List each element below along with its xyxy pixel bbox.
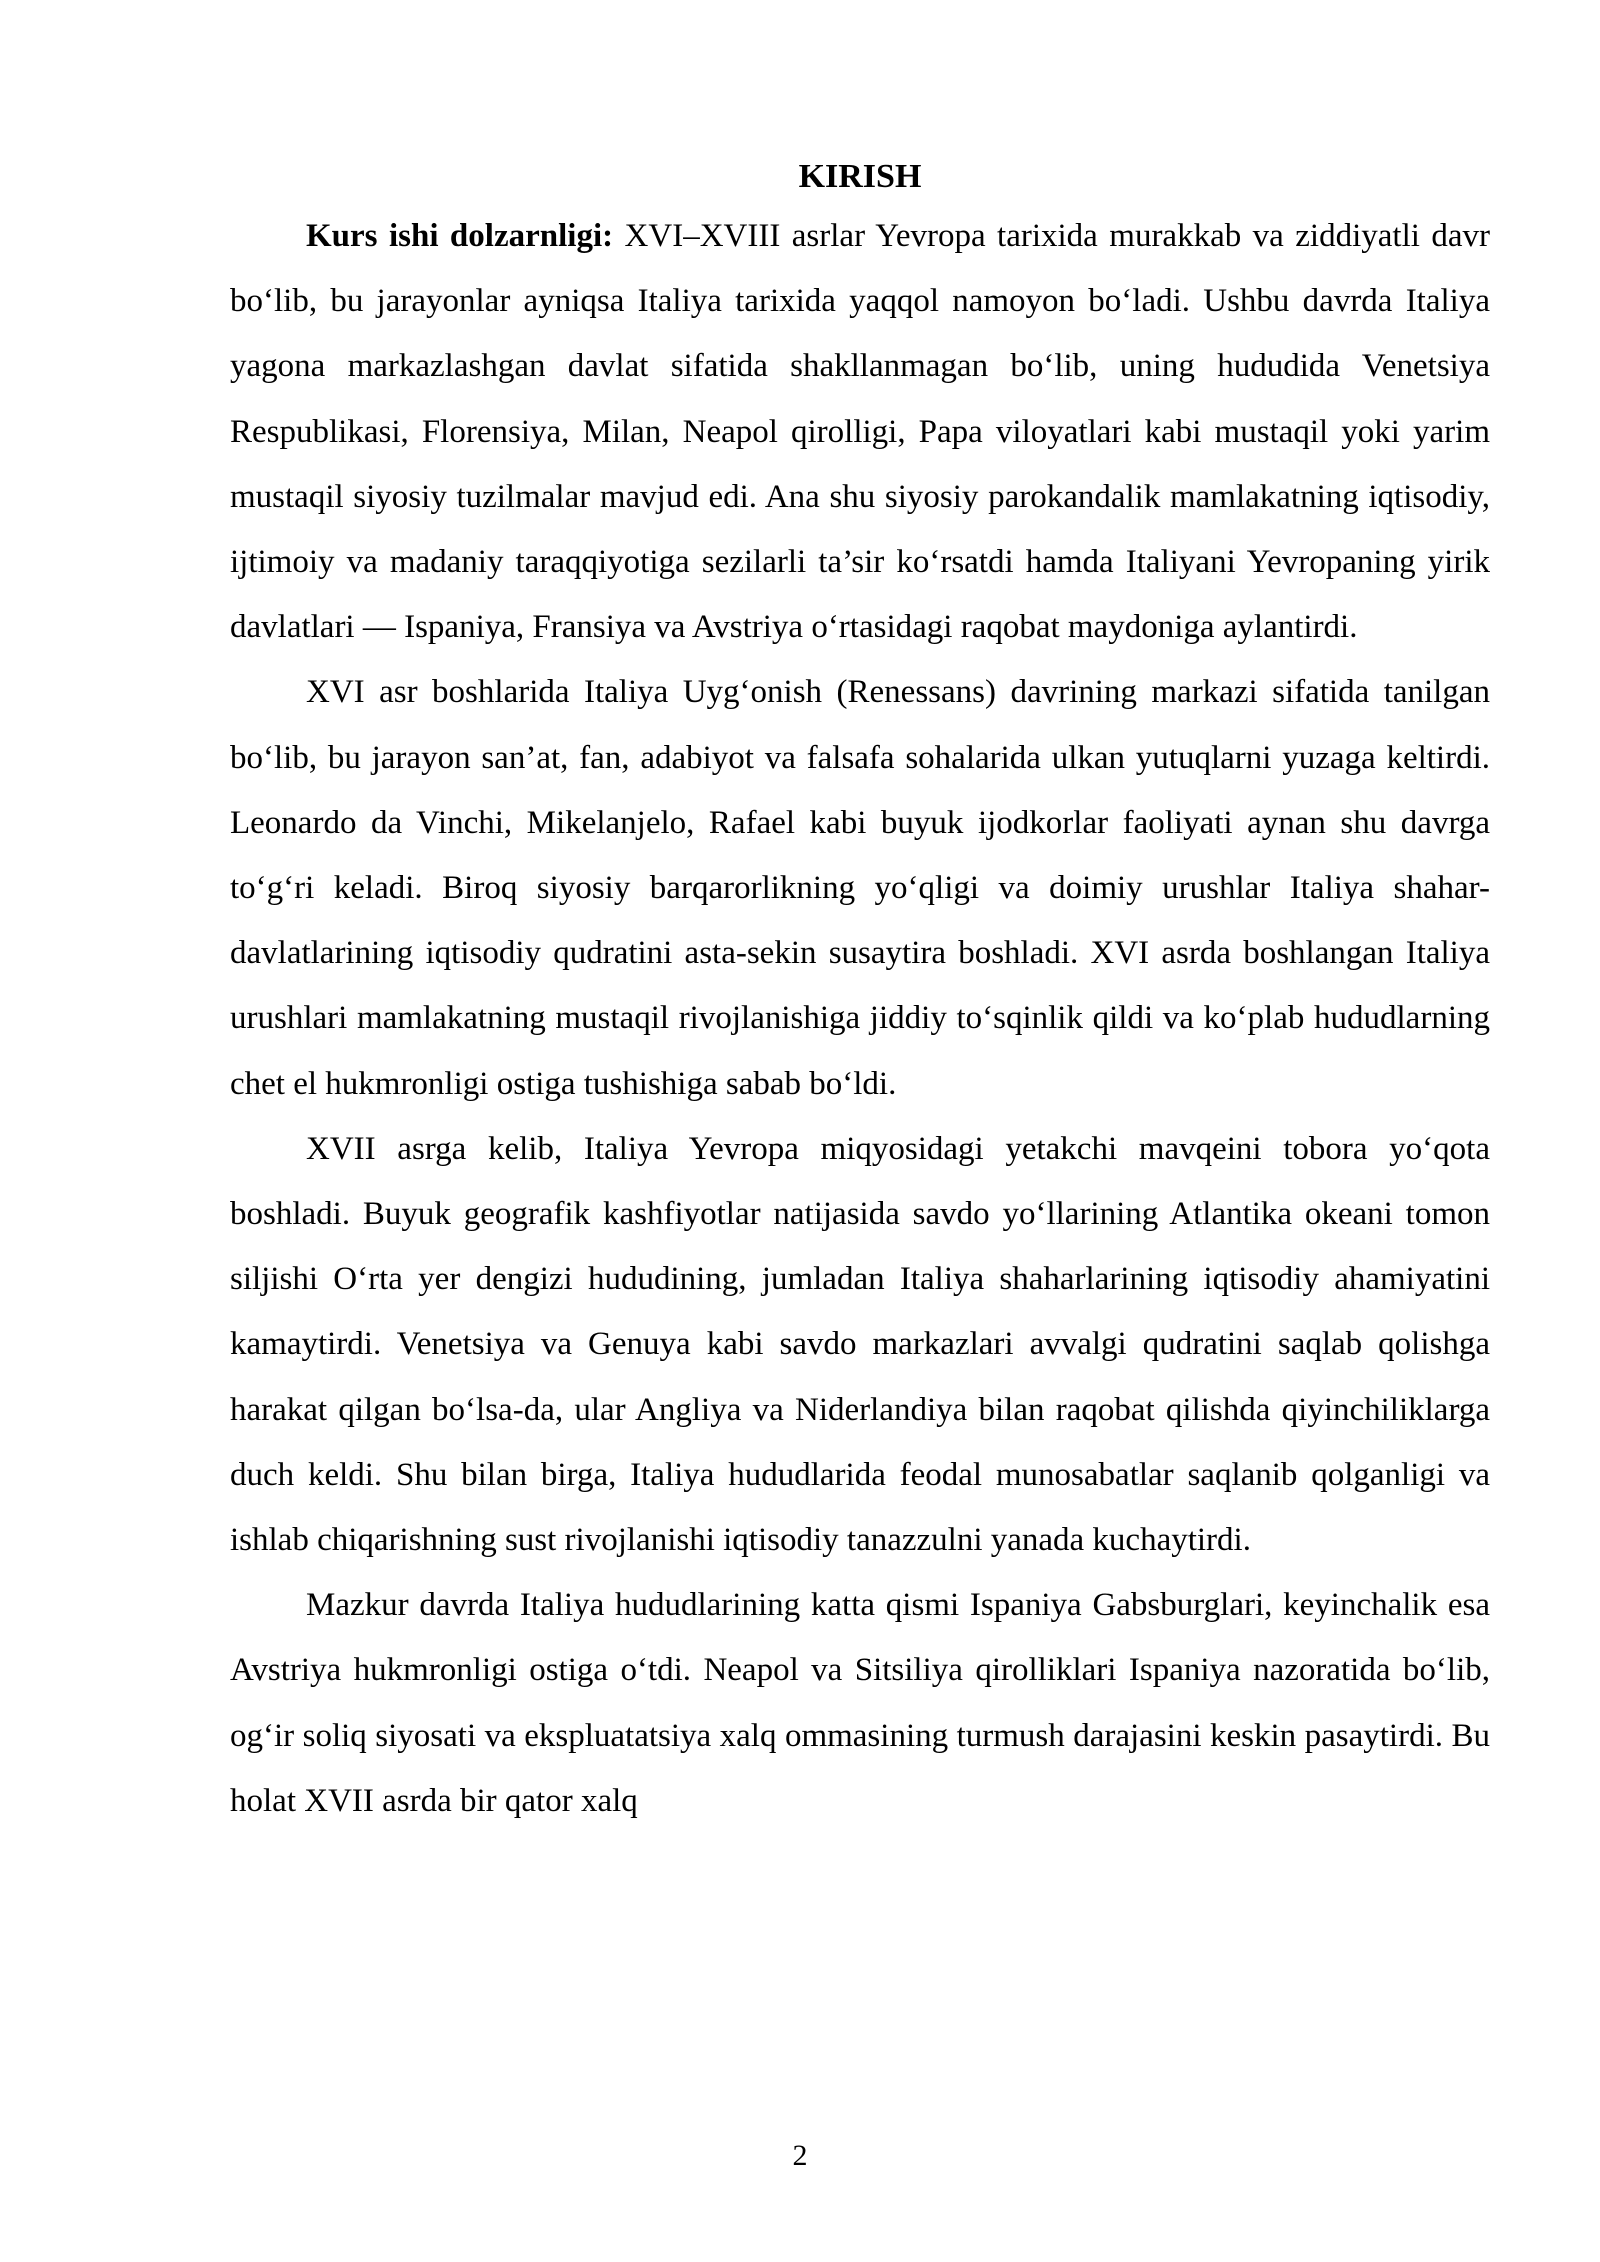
paragraph-foreign-rule: Mazkur davrda Italiya hududlarining katta qismi Ispaniya Gabsburglari, keyinchalik esa Avstriya hukmronligi ostiga o‘tdi. Neapol va Sitsiliya qirolliklari Ispaniya nazoratida bo‘lib, og‘ir soliq siyosati va ekspluatatsiya xalq ommasining turmush darajasini keskin pasaytirdi. Bu holat XVII asrda bir qator xalq [230,1587,1490,1819]
paragraph-lead-label: Kurs ishi dolzarnligi: [306,218,614,254]
page-number: 2 [792,2139,808,2172]
paragraph-decline: XVII asrga kelib, Italiya Yevropa miqyosidagi yetakchi mavqeini tobora yo‘qota boshladi. Buyuk geografik kashfiyotlar natijasida savdo yo‘llarining Atlantika okeani tomon siljishi O‘rta yer dengizi hududining, jumladan Italiya shaharlarining iqtisodiy ahamiyatini kamaytirdi. Venetsiya va Genuya kabi savdo markazlari avvalgi qudratini saqlab qolishga harakat qilgan bo‘lsa-da, ular Angliya va Niderlandiya bilan raqobat qilishda qiyinchiliklarga duch keldi. Shu bilan birga, Italiya hududlarida feodal munosabatlar saqlanib qolganligi va ishlab chiqarishning sust rivojlanishi iqtisodiy tanazzulni yanada kuchaytirdi. [230,1130,1490,1559]
paragraph-text: XVI–XVIII asrlar Yevropa tarixida murakkab va ziddiyatli davr bo‘lib, bu jarayonlar ayniqsa Italiya tarixida yaqqol namoyon bo‘ladi. Ushbu davrda Italiya yagona markazlashgan davlat sifatida shakllanmagan bo‘lib, uning hududida Venetsiya Respublikasi, Florensiya, Milan, Neapol qirolligi, Papa viloyatlari kabi mustaqil yoki yarim mustaqil siyosiy tuzilmalar mavjud edi. Ana shu siyosiy parokandalik mamlakatning iqtisodiy, ijtimoiy va madaniy taraqqiyotiga sezilarli ta’sir ko‘rsatdi hamda Italiyani Yevropaning yirik davlatlari — Ispaniya, Fransiya va Avstriya o‘rtasidagi raqobat maydoniga aylantirdi. [230,218,1490,646]
paragraph-relevance [230,204,1490,660]
page-content [230,150,1490,1834]
page-heading: KIRISH [798,158,922,195]
paragraph-renaissance: XVI asr boshlarida Italiya Uyg‘onish (Renessans) davrining markazi sifatida tanilgan bo‘lib, bu jarayon san’at, fan, adabiyot va falsafa sohalarida ulkan yutuqlarni yuzaga keltirdi. Leonardo da Vinchi, Mikelanjelo, Rafael kabi buyuk ijodkorlar faoliyati aynan shu davrga to‘g‘ri keladi. Biroq siyosiy barqarorlikning yo‘qligi va doimiy urushlar Italiya shahar-davlatlarining iqtisodiy qudratini asta-sekin susaytira boshladi. XVI asrda boshlangan Italiya urushlari mamlakatning mustaqil rivojlanishiga jiddiy to‘sqinlik qildi va ko‘plab hududlarning chet el hukmronligi ostiga tushishiga sabab bo‘ldi. [230,674,1490,1102]
